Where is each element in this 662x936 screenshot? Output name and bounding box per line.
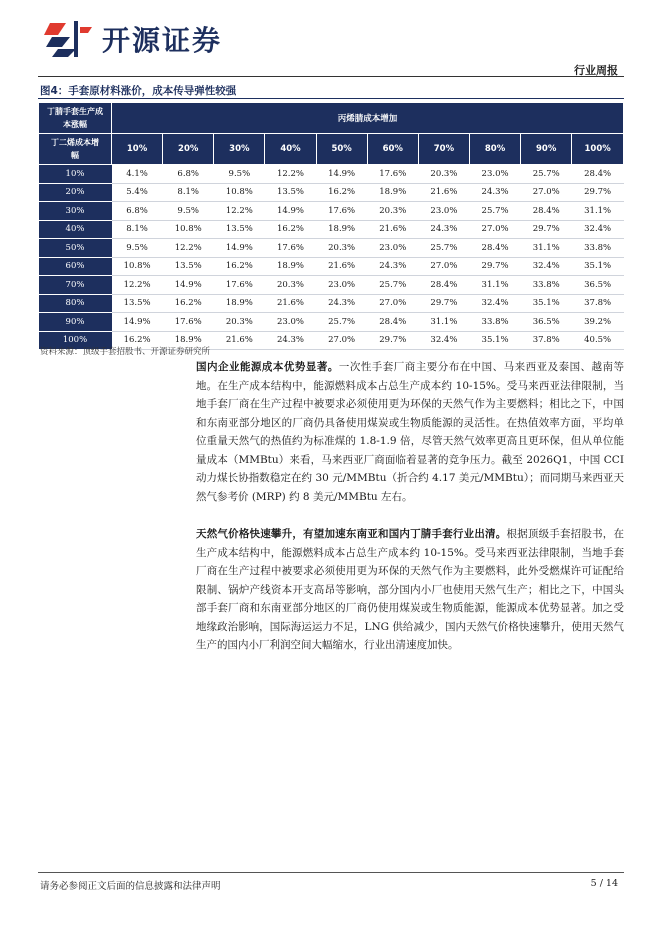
table-cell: 20.3% xyxy=(316,239,367,258)
table-cell: 10.8% xyxy=(112,257,163,276)
table-cell: 23.0% xyxy=(469,165,520,184)
figure-title-divider xyxy=(38,98,624,99)
table-row xyxy=(39,220,624,239)
table-cell: 6.8% xyxy=(112,202,163,221)
table-cell: 31.1% xyxy=(418,313,469,332)
table-cell: 24.3% xyxy=(367,257,418,276)
table-cell: 20.3% xyxy=(418,165,469,184)
table-cell: 14.9% xyxy=(163,276,214,295)
table-cell: 24.3% xyxy=(418,220,469,239)
table-cell: 13.5% xyxy=(163,257,214,276)
table-cell: 28.4% xyxy=(469,239,520,258)
table-cell: 6.8% xyxy=(163,165,214,184)
table-cell: 29.7% xyxy=(367,331,418,350)
table-row xyxy=(39,183,624,202)
table-cell: 24.3% xyxy=(316,294,367,313)
header-divider xyxy=(38,76,624,77)
row-header: 10% xyxy=(39,165,112,184)
corner-top-label: 丁腈手套生产成本涨幅 xyxy=(47,107,103,129)
table-row xyxy=(39,257,624,276)
table-cell: 23.0% xyxy=(418,202,469,221)
table-cell: 32.4% xyxy=(469,294,520,313)
table-cell: 17.6% xyxy=(367,165,418,184)
figure-source: 资料来源：顶级手套招股书、开源证券研究所 xyxy=(40,347,211,357)
table-cell: 8.1% xyxy=(163,183,214,202)
col-header: 90% xyxy=(521,134,572,165)
table-cell: 18.9% xyxy=(163,331,214,350)
table-cell: 36.5% xyxy=(572,276,624,295)
table-cell: 23.0% xyxy=(367,239,418,258)
table-cell: 27.0% xyxy=(367,294,418,313)
table-cell: 21.6% xyxy=(418,183,469,202)
table-cell: 33.8% xyxy=(521,276,572,295)
table-cell: 20.3% xyxy=(367,202,418,221)
table-cell: 33.8% xyxy=(469,313,520,332)
col-header: 40% xyxy=(265,134,316,165)
table-cell: 8.1% xyxy=(112,220,163,239)
table-row xyxy=(39,294,624,313)
sensitivity-table xyxy=(38,102,624,350)
table-cell: 12.2% xyxy=(163,239,214,258)
row-header: 80% xyxy=(39,294,112,313)
table-cell: 17.6% xyxy=(265,239,316,258)
table-cell: 32.4% xyxy=(572,220,624,239)
brand-name: 开源证券 xyxy=(102,24,223,57)
footer-divider xyxy=(38,872,624,873)
table-cell: 36.5% xyxy=(521,313,572,332)
row-header: 20% xyxy=(39,183,112,202)
table-cell: 37.8% xyxy=(572,294,624,313)
table-cell: 28.4% xyxy=(521,202,572,221)
table-cell: 40.5% xyxy=(572,331,624,350)
table-cell: 18.9% xyxy=(367,183,418,202)
table-cell: 27.0% xyxy=(316,331,367,350)
table-header-row-1 xyxy=(39,103,624,134)
paragraph-energy-cost xyxy=(196,358,624,506)
table-cell: 16.2% xyxy=(265,220,316,239)
table-cell: 39.2% xyxy=(572,313,624,332)
table-cell: 21.6% xyxy=(316,257,367,276)
table-cell: 29.7% xyxy=(469,257,520,276)
table-row xyxy=(39,202,624,221)
table-cell: 14.9% xyxy=(214,239,265,258)
table-cell: 21.6% xyxy=(367,220,418,239)
paragraph-gas-price-lead: 天然气价格快速攀升，有望加速东南亚和国内丁腈手套行业出清。 xyxy=(196,528,507,540)
table-cell: 16.2% xyxy=(112,331,163,350)
table-cell: 23.0% xyxy=(316,276,367,295)
table-cell: 17.6% xyxy=(214,276,265,295)
table-cell: 9.5% xyxy=(112,239,163,258)
col-header: 30% xyxy=(214,134,265,165)
table-cell: 33.8% xyxy=(572,239,624,258)
page-number: 5 / 14 xyxy=(590,878,618,889)
table-cell: 25.7% xyxy=(367,276,418,295)
table-cell: 25.7% xyxy=(316,313,367,332)
table-cell: 24.3% xyxy=(469,183,520,202)
table-row xyxy=(39,313,624,332)
group-header-cell: 丙烯腈成本增加 xyxy=(112,103,624,134)
table-cell: 14.9% xyxy=(265,202,316,221)
col-header: 10% xyxy=(112,134,163,165)
report-type: 行业周报 xyxy=(574,64,618,77)
table-cell: 35.1% xyxy=(469,331,520,350)
table-cell: 27.0% xyxy=(418,257,469,276)
figure-title: 图4：手套原材料涨价，成本传导弹性较强 xyxy=(40,85,237,97)
table-cell: 13.5% xyxy=(112,294,163,313)
table-row xyxy=(39,165,624,184)
table-cell: 32.4% xyxy=(521,257,572,276)
table-cell: 28.4% xyxy=(367,313,418,332)
table-cell: 29.7% xyxy=(418,294,469,313)
table-cell: 17.6% xyxy=(316,202,367,221)
table-cell: 27.0% xyxy=(469,220,520,239)
table-cell: 32.4% xyxy=(418,331,469,350)
brand-logo-icon xyxy=(44,19,94,59)
table-cell: 16.2% xyxy=(316,183,367,202)
table-cell: 31.1% xyxy=(572,202,624,221)
row-header: 70% xyxy=(39,276,112,295)
table-cell: 12.2% xyxy=(112,276,163,295)
table-cell: 10.8% xyxy=(214,183,265,202)
table-cell: 29.7% xyxy=(572,183,624,202)
table-cell: 16.2% xyxy=(214,257,265,276)
table-cell: 24.3% xyxy=(265,331,316,350)
table-cell: 20.3% xyxy=(214,313,265,332)
row-header: 100% xyxy=(39,331,112,350)
table-cell: 14.9% xyxy=(316,165,367,184)
table-row xyxy=(39,276,624,295)
table-cell: 35.1% xyxy=(572,257,624,276)
table-header-row-2 xyxy=(39,134,624,165)
table-cell: 5.4% xyxy=(112,183,163,202)
table-cell: 12.2% xyxy=(265,165,316,184)
table-cell: 18.9% xyxy=(265,257,316,276)
footer-disclaimer: 请务必参阅正文后面的信息披露和法律声明 xyxy=(40,881,221,892)
table-cell: 9.5% xyxy=(163,202,214,221)
table-cell: 14.9% xyxy=(112,313,163,332)
table-cell: 28.4% xyxy=(418,276,469,295)
col-header: 50% xyxy=(316,134,367,165)
col-header: 70% xyxy=(418,134,469,165)
table-cell: 21.6% xyxy=(214,331,265,350)
paragraph-energy-cost-lead: 国内企业能源成本优势显著。 xyxy=(196,361,339,373)
col-header: 60% xyxy=(367,134,418,165)
row-header: 30% xyxy=(39,202,112,221)
table-cell: 23.0% xyxy=(265,313,316,332)
corner-bottom-label: 丁二烯成本增幅 xyxy=(51,138,99,160)
table-cell: 13.5% xyxy=(265,183,316,202)
table-cell: 18.9% xyxy=(316,220,367,239)
table-cell: 9.5% xyxy=(214,165,265,184)
brand-logo xyxy=(44,18,222,60)
corner-bottom-cell xyxy=(39,134,112,165)
row-header: 40% xyxy=(39,220,112,239)
table-cell: 4.1% xyxy=(112,165,163,184)
table-cell: 18.9% xyxy=(214,294,265,313)
row-header: 90% xyxy=(39,313,112,332)
table-cell: 21.6% xyxy=(265,294,316,313)
table-cell: 31.1% xyxy=(469,276,520,295)
table-cell: 16.2% xyxy=(163,294,214,313)
table-cell: 17.6% xyxy=(163,313,214,332)
table-cell: 25.7% xyxy=(521,165,572,184)
table-cell: 28.4% xyxy=(572,165,624,184)
table-cell: 29.7% xyxy=(521,220,572,239)
row-header: 60% xyxy=(39,257,112,276)
table-cell: 12.2% xyxy=(214,202,265,221)
table-cell: 31.1% xyxy=(521,239,572,258)
corner-top-cell xyxy=(39,103,112,134)
table-cell: 27.0% xyxy=(521,183,572,202)
col-header: 100% xyxy=(572,134,624,165)
table-cell: 35.1% xyxy=(521,294,572,313)
paragraph-energy-cost-text: 一次性手套厂商主要分布在中国、马来西亚及泰国、越南等地。在生产成本结构中，能源燃料成本占总生产成本约 10-15%。受马来西亚法律限制，当地手套厂商在生产过程中被要求必须使用更为环保的天然气作为主要燃料；相比之下，中国和东南亚部分地区的厂商仍具备使用煤炭或生物质能源的灵活性。在热值效率方面，平均单位重量天然气的热值约为标准煤的 1.8-1.9 倍，尽管天然气效率更高且更环保，但从单位能量成本（MMBtu）来看，马来西亚厂商面临着显著的竞争压力。截至 2026Q1，中国 CCI 动力煤长协指数稳定在约 30 元/MMBtu（折合约 4.17 美元/MMBtu）；而同期马来西亚天然气参考价 (MRP) 约 8 美元/MMBtu 左右。 xyxy=(196,361,625,503)
table-row xyxy=(39,239,624,258)
table-cell: 20.3% xyxy=(265,276,316,295)
col-header: 80% xyxy=(469,134,520,165)
col-header: 20% xyxy=(163,134,214,165)
table-cell: 37.8% xyxy=(521,331,572,350)
paragraph-gas-price-text: 根据顶级手套招股书，在生产成本结构中，能源燃料成本占总生产成本约 10-15%。受马来西亚法律限制，当地手套厂商在生产过程中被要求必须使用更为环保的天然气作为主要燃料，此外受燃煤许可证配给限制、锅炉产线资本开支高昂等影响，部分国内小厂也使用天然气生产；相比之下，中国头部手套厂商和东南亚部分地区的厂商仍使用煤炭或生物质能源，能源成本优势显著。加之受地缘政治影响，国际海运运力不足，LNG 供给减少，国内天然气价格快速攀升，使用天然气生产的国内小厂利润空间大幅缩水，行业出清速度加快。 xyxy=(196,528,625,651)
row-header: 50% xyxy=(39,239,112,258)
paragraph-gas-price xyxy=(196,525,624,655)
table-cell: 25.7% xyxy=(418,239,469,258)
table-cell: 13.5% xyxy=(214,220,265,239)
table-cell: 25.7% xyxy=(469,202,520,221)
table-cell: 10.8% xyxy=(163,220,214,239)
